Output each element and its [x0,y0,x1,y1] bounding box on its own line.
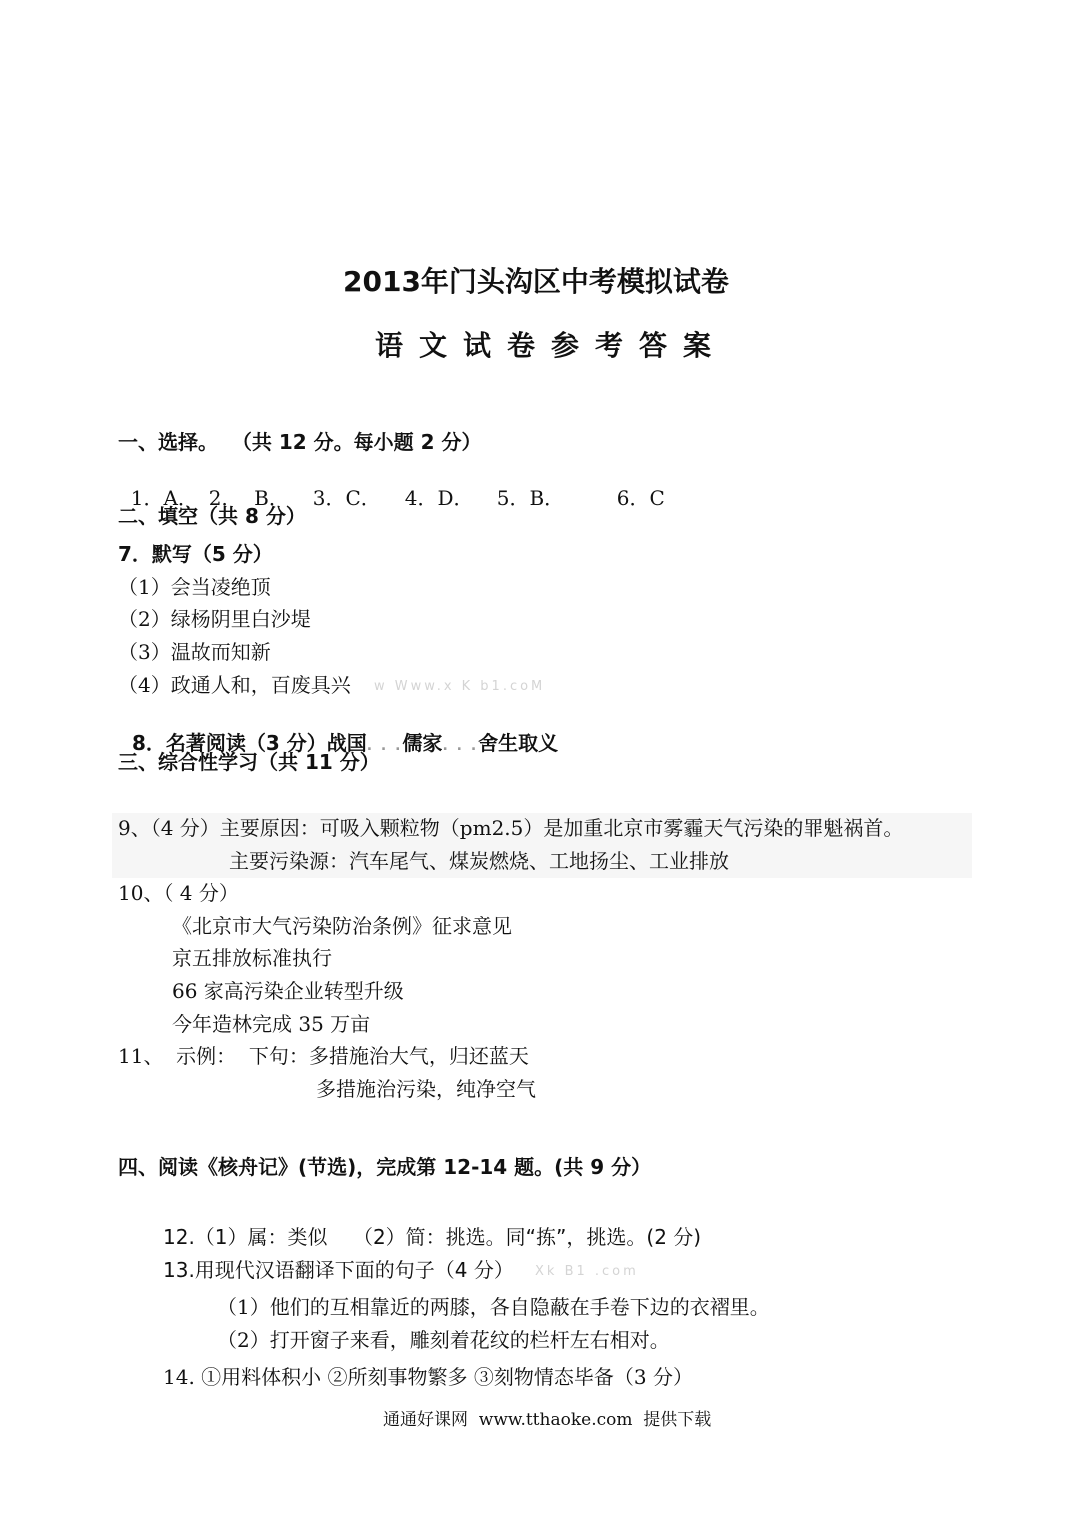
q9-line-2: 主要污染源：汽车尾气、煤炭燃烧、工地扬尘、工业排放 [229,849,729,873]
answer-3: 3．C． [312,486,381,510]
choice-answers [118,468,665,508]
q7-item-4: （4）政通人和，百废具兴 [118,673,351,697]
q11-line-2: 多措施治污染，纯净空气 [316,1077,536,1101]
q10-item-3: 66 家高污染企业转型升级 [172,979,404,1003]
q8-sep-2: . . . [442,738,479,754]
watermark-2: Xk B1 .com [535,1264,639,1279]
watermark-1: w Www.x K b1.coM [374,679,546,694]
section-1-heading: 一、选择。 （共 12 分。每小题 2 分） [118,430,482,454]
q7-item-1: （1）会当凌绝顶 [118,575,271,599]
q13-item-1: （1）他们的互相靠近的两膝，各自隐蔽在手卷下边的衣褶里。 [217,1295,770,1319]
q11-heading: 11、 示例： 下句：多措施治大气，归还蓝天 [118,1044,529,1068]
answer-6: 6．C [616,486,665,510]
q10-heading: 10、（ 4 分） [118,881,239,905]
section-3-heading: 三、综合性学习（共 11 分） [118,750,380,774]
q9-line-1: 9、（4 分）主要原因：可吸入颗粒物（pm2.5）是加重北京市雾霾天气污染的罪魁祸首。 [118,816,904,840]
q7-item-3: （3）温故而知新 [118,640,271,664]
answer-4: 4．D． [404,486,474,510]
q7-heading: 7．默写（5 分） [118,542,273,566]
q8-answer [118,713,558,753]
q13-heading: 13.用现代汉语翻译下面的句子（4 分） [163,1258,514,1282]
q12-answer: 12.（1）属：类似 （2）简：挑选。同“拣”，挑选。(2 分) [163,1225,702,1249]
section-2-heading: 二、填空（共 8 分） [118,504,306,528]
q13-item-2: （2）打开窗子来看，雕刻着花纹的栏杆左右相对。 [217,1328,670,1352]
q14-answer: 14. ①用料体积小 ②所刻事物繁多 ③刻物情态毕备（3 分） [163,1365,693,1389]
q10-item-4: 今年造林完成 35 万亩 [172,1012,371,1036]
page-subtitle: 语文试卷参考答案 [375,329,728,362]
footer-text: 通通好课网 www.tthaoke.com 提供下载 [383,1410,712,1430]
q8-sep-1: . . . [366,738,403,754]
q8-label: 8．名著阅读（3 分）战国 [131,731,367,755]
answer-2: 2． B． [208,486,289,510]
q10-item-1: 《北京市大气污染防治条例》征求意见 [172,914,512,938]
q8-answer-2: 儒家 [402,731,443,755]
q10-item-2: 京五排放标准执行 [172,946,332,970]
q8-answer-3: 舍生取义 [478,731,559,755]
q7-item-2: （2）绿杨阴里白沙堤 [118,607,311,631]
page-title: 2013年门头沟区中考模拟试卷 [343,265,729,298]
answer-5: 5．B． [496,486,565,510]
answer-1: 1．A． [130,486,198,510]
section-4-heading: 四、阅读《核舟记》(节选)，完成第 12-14 题。(共 9 分） [118,1155,652,1179]
